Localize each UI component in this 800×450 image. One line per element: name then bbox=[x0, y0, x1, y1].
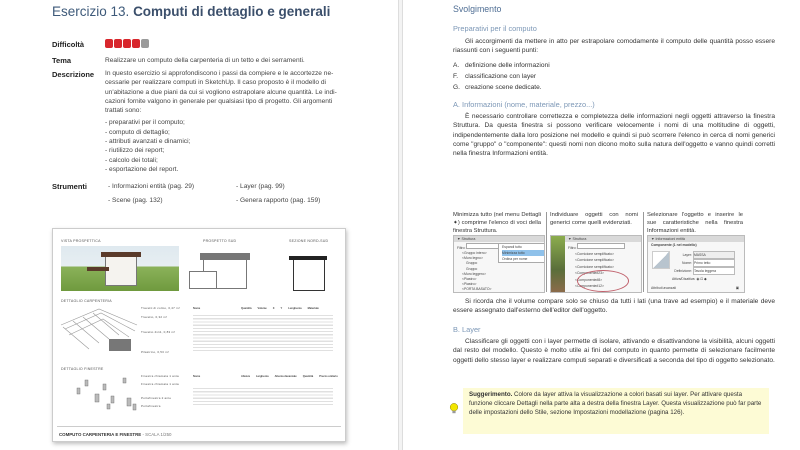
attribute-icon[interactable]: ▣ bbox=[735, 286, 739, 290]
drawing-figure bbox=[52, 228, 346, 442]
topic-item: - riutilizzo dei report; bbox=[105, 147, 165, 155]
tip-text bbox=[469, 391, 763, 417]
col-header: Nome bbox=[193, 307, 201, 310]
list-text: creazione scene dedicate. bbox=[465, 84, 542, 91]
filter-input[interactable] bbox=[577, 243, 625, 249]
difficulty-icon-filled bbox=[132, 39, 140, 48]
col-header: Altezza davanzale bbox=[274, 375, 297, 378]
descrizione-text bbox=[105, 69, 350, 174]
struttura-panel-highlight bbox=[550, 235, 642, 293]
column-text-3: Selezionare l'oggetto e inserire le sue caratteristiche nella finestra Informazioni entità. bbox=[647, 212, 743, 234]
exercise-title bbox=[52, 4, 330, 19]
carpentry-label: Travetto 4x11, 0,83 m³ bbox=[141, 330, 176, 334]
list-key: G. bbox=[453, 84, 460, 91]
lightbulb-icon bbox=[449, 403, 459, 414]
tool-item: - Genera rapporto (pag. 159) bbox=[236, 197, 321, 204]
menu-item-expand-all[interactable]: Espandi tutto bbox=[502, 245, 522, 249]
tree-item[interactable]: <PORTA BASATO> bbox=[462, 287, 492, 292]
layer-paragraph: Classificare gli oggetti con i layer permette di isolare, attivando e disattivandone la visibilità, alcuni oggetti dal resto del modello. Questo è molto utile ai fini del computo in quanto permette di selezionare facilmente oggetti dello stesso layer e realizzare computi separati e diversificati a seconda del tipo di oggetto selezionato. bbox=[453, 338, 775, 364]
menu-item-minimize-all[interactable]: Minimizza tutto bbox=[502, 250, 544, 256]
col-header: Volume bbox=[257, 307, 267, 310]
right-page bbox=[402, 0, 800, 450]
tree-item[interactable]: <Cornicione semplificato> bbox=[575, 252, 615, 256]
difficulty-label: Difficoltà bbox=[52, 40, 85, 49]
caption-windows: DETTAGLIO FINESTRE bbox=[61, 367, 104, 371]
volume-note-paragraph: Si ricorda che il volume compare solo se chiuso da tutti i lati (una trave ad esempio) e il materiale deve essere assegnato dall'esterno dell'editor dell'oggetto. bbox=[453, 298, 775, 315]
carpentry-sketch bbox=[59, 305, 139, 357]
subheading-preparativi: Preparativi per il computo bbox=[453, 24, 537, 33]
caption-perspective: VISTA PROSPETTICA bbox=[61, 239, 101, 243]
informazioni-paragraph: È necessario controllare correttezza e completezza delle informazioni negli oggetti attraverso la finestra Struttura. Da questa finestra si possono verificare velocemente i nomi di una moltitudine di oggetti, indipendentemente dalla loro posizione nel modello e quindi si può scorrere l'elenco in cerca di nomi generici come "gruppo" o "componente": questi nomi non dicono molto sulla natura dell'oggetto e vanno quindi corretti nella finestra Informazioni entità. bbox=[453, 113, 775, 158]
col-header: Y bbox=[280, 307, 283, 310]
tool-item: - Layer (pag. 99) bbox=[236, 183, 285, 190]
list-text: classificazione con layer bbox=[465, 73, 537, 80]
tree-item[interactable]: Gruppo bbox=[466, 266, 478, 271]
topic-item: - attributi avanzati e dinamici; bbox=[105, 138, 191, 146]
col-header: Quantità bbox=[302, 375, 314, 378]
entity-fields bbox=[672, 251, 735, 282]
tema-text: Realizzare un computo della carpenteria di un tetto e dei serramenti. bbox=[105, 57, 305, 64]
subheading-informazioni: A. Informazioni (nome, materiale, prezzo...) bbox=[453, 100, 595, 109]
list-item bbox=[453, 84, 542, 91]
figure-divider bbox=[57, 426, 341, 427]
windows-sketch bbox=[73, 374, 143, 416]
desc-line: trattati sono: bbox=[105, 107, 142, 115]
tree-item[interactable]: <Muro leggero> bbox=[462, 271, 486, 276]
section-heading: Svolgimento bbox=[453, 4, 502, 14]
column-text-1: Minimizza tutto (nel menu Dettagli ➧) comprime l'elenco di voci della finestra Struttura. bbox=[453, 212, 541, 234]
carpentry-table bbox=[193, 307, 333, 351]
house-roof bbox=[101, 252, 141, 257]
list-text: definizione delle informazioni bbox=[465, 62, 550, 69]
component-thumbnail bbox=[652, 251, 670, 269]
filter-label: Filtro: bbox=[568, 246, 577, 250]
perspective-render bbox=[61, 246, 179, 291]
col-header: Materiale bbox=[307, 307, 319, 310]
tree-item[interactable]: <Componente#12> bbox=[575, 284, 605, 289]
topic-item: - esportazione del report. bbox=[105, 165, 179, 173]
topic-item: - preparativi per il computo; bbox=[105, 119, 185, 127]
tree-item[interactable]: <Cornicione semplificato> bbox=[575, 264, 615, 269]
tool-item: - Informazioni entità (pag. 29) bbox=[108, 183, 195, 190]
list-item bbox=[453, 73, 536, 80]
title-main: Computi di dettaglio e generali bbox=[133, 4, 331, 19]
table-rows bbox=[193, 386, 333, 406]
table-rows bbox=[193, 313, 333, 351]
subheading-layer: B. Layer bbox=[453, 325, 481, 334]
list-item bbox=[453, 62, 550, 69]
section-drawing bbox=[293, 259, 325, 291]
topic-item: - computo di dettaglio; bbox=[105, 128, 170, 136]
tree-item[interactable]: <Piastro> bbox=[462, 282, 477, 287]
advanced-attributes-row bbox=[651, 286, 739, 290]
figure-footer bbox=[59, 432, 172, 437]
difficulty-icon-filled bbox=[123, 39, 131, 48]
strumenti-label: Strumenti bbox=[52, 182, 88, 191]
col-header: Prezzo unitario bbox=[319, 375, 338, 378]
difficulty-icon-filled bbox=[105, 39, 113, 48]
porch-roof bbox=[87, 267, 109, 271]
toggles-row bbox=[672, 276, 735, 282]
tema-label: Tema bbox=[52, 56, 72, 65]
panel-title: ▼ Informazioni entità bbox=[648, 236, 744, 242]
window-label: Portafinestra 2 ante bbox=[141, 396, 172, 400]
window-label: Finestra chiamata 1 anta bbox=[141, 374, 179, 378]
intro-paragraph: Gli accorgimenti da mettere in atto per estrapolare comodamente il computo delle quantità posso essere riassunti con i seguenti punti: bbox=[453, 38, 775, 55]
details-menu bbox=[498, 243, 545, 263]
tree-item[interactable]: <Muro legno> bbox=[462, 256, 483, 261]
windows-table bbox=[193, 375, 338, 406]
advanced-attributes-label[interactable]: Attributi avanzati bbox=[651, 286, 677, 290]
carpentry-label: Pilastrino, 0,53 m³ bbox=[141, 350, 169, 354]
entity-info-panel bbox=[647, 235, 745, 293]
caption-carpentry: DETTAGLIO CARPENTERIA bbox=[61, 299, 112, 303]
col-header: X bbox=[272, 307, 275, 310]
desc-line: cazioni fornite valgono in generale per qualsiasi tipo di progetto. Gli argomenti bbox=[105, 97, 333, 105]
field-label: Definizione: bbox=[674, 269, 692, 273]
tip-box bbox=[463, 388, 769, 434]
section-roof bbox=[289, 256, 327, 260]
column-divider bbox=[546, 212, 547, 292]
tip-label: Suggerimento. bbox=[469, 391, 513, 398]
tree-item[interactable]: Gruppo bbox=[466, 261, 478, 266]
lock-icon[interactable]: ⊡ bbox=[700, 277, 704, 281]
shadow-icon[interactable]: ◆ bbox=[704, 277, 707, 281]
table-header bbox=[193, 307, 333, 310]
footer-title: COMPUTO CARPENTERIA E FINESTRE bbox=[59, 432, 142, 437]
tip-body: Colore da layer attiva la visualizzazione a colori basati sui layer. Per attivare questa funzione cliccare Dettagli nella parte alta a destra della finestra Layer. Questa visualizzazione può far parte delle impostazioni dello Stile, sezione Impostazioni modellazione (pagina 126). bbox=[469, 391, 762, 416]
difficulty-icon-empty bbox=[141, 39, 149, 48]
entity-subtitle: Componente (1 nel modello) bbox=[651, 243, 697, 247]
panel-title: ▼ Struttura bbox=[565, 236, 641, 242]
highlight-ellipse bbox=[577, 270, 629, 292]
house-body bbox=[105, 256, 137, 286]
col-header: Nome bbox=[193, 375, 201, 378]
col-header: Altezza bbox=[241, 375, 250, 378]
name-input[interactable]: Primo tetto bbox=[693, 259, 735, 267]
window-label: Portafinestra bbox=[141, 404, 161, 408]
carpentry-label: Travetti di colmo, 0,47 m³ bbox=[141, 306, 180, 310]
col-header: Lunghezza bbox=[288, 307, 302, 310]
tool-item: - Scene (pag. 132) bbox=[108, 197, 163, 204]
difficulty-icon-filled bbox=[114, 39, 122, 48]
left-page bbox=[0, 0, 399, 450]
tree-item[interactable]: <Componente#23> bbox=[575, 271, 605, 276]
elevation-roof bbox=[200, 253, 250, 260]
caption-south: PROSPETTO SUD bbox=[203, 239, 237, 243]
tree-item[interactable]: <Cornicione semplificato> bbox=[575, 258, 615, 263]
window-label: Finestra chiamata 1 anta bbox=[141, 382, 179, 386]
desc-line: un'abitazione a due piani da cui si vogliono estrapolare alcune quantità. Le indi- bbox=[105, 88, 337, 96]
menu-item-sort-by-name[interactable]: Ordina per nome bbox=[502, 257, 528, 261]
difficulty-rating bbox=[105, 39, 149, 48]
descrizione-label: Descrizione bbox=[52, 70, 95, 79]
col-header: Larghezza bbox=[255, 375, 269, 378]
field-label: Layer: bbox=[682, 253, 692, 257]
definition-input[interactable]: Tavola leggera bbox=[693, 267, 735, 275]
list-key: F. bbox=[453, 73, 459, 80]
caption-section: SEZIONE NORD-SUD bbox=[289, 239, 329, 243]
field-label: Nome: bbox=[682, 261, 692, 265]
filter-row bbox=[565, 242, 641, 251]
tree-item[interactable]: <Gruppo intero> bbox=[462, 251, 487, 255]
model-thumbnail bbox=[551, 236, 565, 292]
tree-item[interactable]: <Componente#8> bbox=[575, 277, 603, 282]
list-key: A. bbox=[453, 62, 460, 69]
table-header bbox=[193, 375, 338, 378]
elevation-annex bbox=[189, 271, 217, 289]
struttura-panel-menu bbox=[453, 235, 545, 293]
toggles-label: Attiva/Disattiva: bbox=[672, 277, 696, 281]
col-header: Quantità bbox=[241, 307, 252, 310]
tree-item[interactable]: <Piastro> bbox=[462, 277, 477, 282]
column-text-2: Individuare oggetti con nomi generici come quelli evidenziati. bbox=[550, 212, 638, 226]
filter-label: Filtro: bbox=[457, 246, 466, 250]
column-divider bbox=[643, 212, 644, 292]
title-prefix: Esercizio 13. bbox=[52, 4, 130, 19]
desc-line: In questo esercizio si approfondiscono i passi da compiere e le accortezze ne- bbox=[105, 70, 334, 77]
eye-icon[interactable]: ◉ bbox=[696, 277, 700, 281]
topic-item: - calcolo dei totali; bbox=[105, 156, 158, 164]
desc-line: cessarie per realizzare computi in SketchUp. Il caso proposto è il modello di bbox=[105, 79, 326, 87]
carpentry-label: Travetto, 0,32 m³ bbox=[141, 315, 168, 319]
field-row bbox=[672, 259, 735, 267]
footer-scale: - SCALA 1/250 bbox=[142, 432, 172, 437]
layer-select[interactable]: MASSA bbox=[693, 251, 735, 259]
field-row bbox=[672, 251, 735, 259]
field-row bbox=[672, 267, 735, 275]
panel-title: ▼ Struttura bbox=[454, 236, 544, 242]
